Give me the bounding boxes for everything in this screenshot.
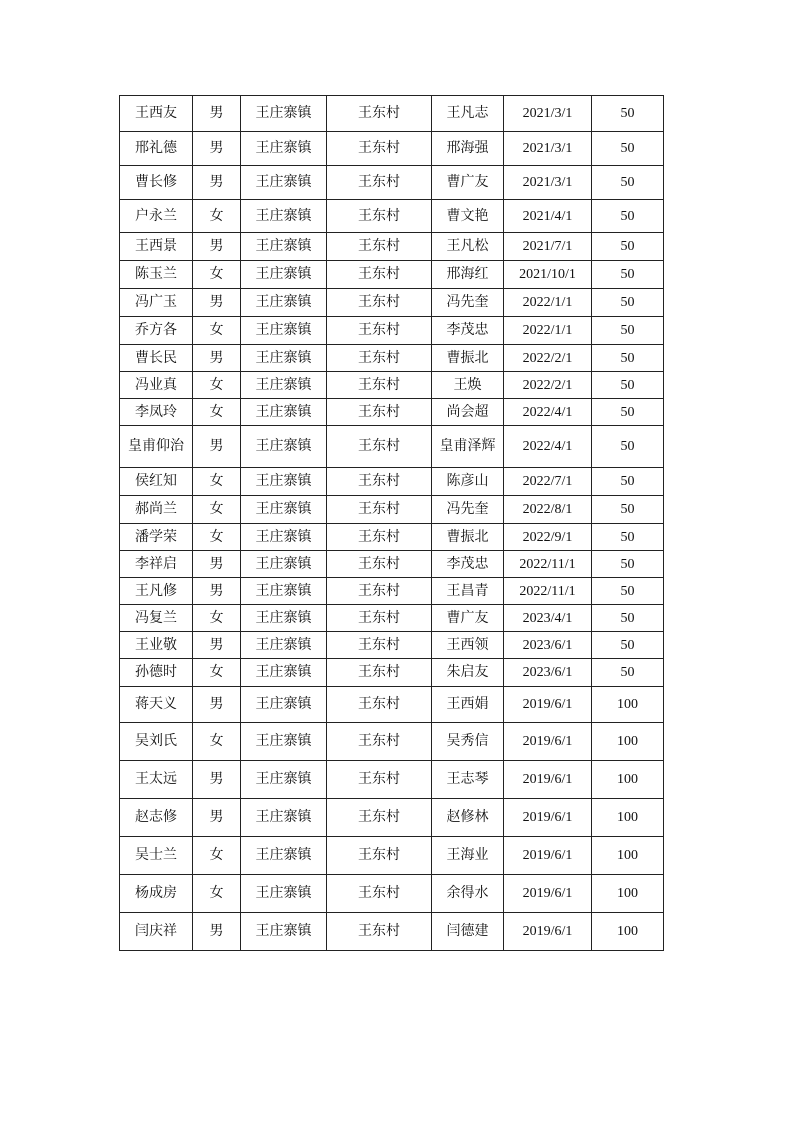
date-cell: 2022/2/1 (504, 345, 592, 372)
gender-cell: 女 (193, 605, 241, 632)
town-cell: 王庄寨镇 (241, 496, 327, 524)
applicant-cell: 冯先奎 (432, 289, 504, 317)
village-cell: 王东村 (327, 289, 432, 317)
person-name-cell: 李凤玲 (120, 399, 193, 426)
table-row (120, 132, 664, 166)
town-cell: 王庄寨镇 (241, 261, 327, 289)
gender-cell: 女 (193, 261, 241, 289)
person-name-cell: 王凡修 (120, 578, 193, 605)
table-row (120, 875, 664, 913)
amount-cell: 50 (592, 132, 664, 166)
date-cell: 2021/3/1 (504, 96, 592, 132)
date-cell: 2022/1/1 (504, 317, 592, 345)
gender-cell: 男 (193, 166, 241, 200)
applicant-cell: 邢海强 (432, 132, 504, 166)
town-cell: 王庄寨镇 (241, 799, 327, 837)
amount-cell: 50 (592, 426, 664, 468)
date-cell: 2019/6/1 (504, 837, 592, 875)
date-cell: 2019/6/1 (504, 799, 592, 837)
person-name-cell: 户永兰 (120, 200, 193, 233)
person-name-cell: 曹长修 (120, 166, 193, 200)
person-name-cell: 冯复兰 (120, 605, 193, 632)
amount-cell: 50 (592, 96, 664, 132)
table-row (120, 687, 664, 723)
date-cell: 2022/9/1 (504, 524, 592, 551)
gender-cell: 男 (193, 96, 241, 132)
person-name-cell: 闫庆祥 (120, 913, 193, 951)
roster-table (119, 95, 664, 951)
gender-cell: 女 (193, 723, 241, 761)
table-row (120, 317, 664, 345)
person-name-cell: 李祥启 (120, 551, 193, 578)
table-row (120, 496, 664, 524)
village-cell: 王东村 (327, 426, 432, 468)
applicant-cell: 李茂忠 (432, 317, 504, 345)
amount-cell: 50 (592, 166, 664, 200)
person-name-cell: 侯红知 (120, 468, 193, 496)
amount-cell: 50 (592, 605, 664, 632)
date-cell: 2023/6/1 (504, 632, 592, 659)
gender-cell: 女 (193, 524, 241, 551)
applicant-cell: 王志琴 (432, 761, 504, 799)
applicant-cell: 朱启友 (432, 659, 504, 687)
village-cell: 王东村 (327, 132, 432, 166)
date-cell: 2019/6/1 (504, 723, 592, 761)
village-cell: 王东村 (327, 345, 432, 372)
table-row (120, 468, 664, 496)
person-name-cell: 乔方各 (120, 317, 193, 345)
table-row (120, 261, 664, 289)
applicant-cell: 李茂忠 (432, 551, 504, 578)
village-cell: 王东村 (327, 723, 432, 761)
gender-cell: 男 (193, 426, 241, 468)
applicant-cell: 王凡志 (432, 96, 504, 132)
amount-cell: 50 (592, 551, 664, 578)
person-name-cell: 曹长民 (120, 345, 193, 372)
date-cell: 2022/2/1 (504, 372, 592, 399)
gender-cell: 男 (193, 578, 241, 605)
gender-cell: 男 (193, 289, 241, 317)
applicant-cell: 余得水 (432, 875, 504, 913)
town-cell: 王庄寨镇 (241, 289, 327, 317)
person-name-cell: 吴刘氏 (120, 723, 193, 761)
table-row (120, 345, 664, 372)
table-row (120, 399, 664, 426)
date-cell: 2022/7/1 (504, 468, 592, 496)
town-cell: 王庄寨镇 (241, 578, 327, 605)
village-cell: 王东村 (327, 468, 432, 496)
person-name-cell: 王业敬 (120, 632, 193, 659)
date-cell: 2022/1/1 (504, 289, 592, 317)
village-cell: 王东村 (327, 317, 432, 345)
amount-cell: 100 (592, 875, 664, 913)
town-cell: 王庄寨镇 (241, 913, 327, 951)
applicant-cell: 闫德建 (432, 913, 504, 951)
town-cell: 王庄寨镇 (241, 468, 327, 496)
gender-cell: 男 (193, 345, 241, 372)
applicant-cell: 吴秀信 (432, 723, 504, 761)
gender-cell: 女 (193, 496, 241, 524)
table-row (120, 913, 664, 951)
town-cell: 王庄寨镇 (241, 372, 327, 399)
applicant-cell: 王焕 (432, 372, 504, 399)
date-cell: 2021/10/1 (504, 261, 592, 289)
table-row (120, 200, 664, 233)
date-cell: 2022/8/1 (504, 496, 592, 524)
village-cell: 王东村 (327, 632, 432, 659)
village-cell: 王东村 (327, 687, 432, 723)
date-cell: 2021/4/1 (504, 200, 592, 233)
date-cell: 2019/6/1 (504, 913, 592, 951)
village-cell: 王东村 (327, 837, 432, 875)
amount-cell: 100 (592, 687, 664, 723)
amount-cell: 100 (592, 799, 664, 837)
amount-cell: 50 (592, 200, 664, 233)
gender-cell: 女 (193, 399, 241, 426)
town-cell: 王庄寨镇 (241, 875, 327, 913)
village-cell: 王东村 (327, 200, 432, 233)
gender-cell: 女 (193, 372, 241, 399)
person-name-cell: 孙德时 (120, 659, 193, 687)
table-row (120, 605, 664, 632)
person-name-cell: 皇甫仰治 (120, 426, 193, 468)
person-name-cell: 王西友 (120, 96, 193, 132)
date-cell: 2023/4/1 (504, 605, 592, 632)
amount-cell: 100 (592, 913, 664, 951)
town-cell: 王庄寨镇 (241, 632, 327, 659)
table-row (120, 551, 664, 578)
village-cell: 王东村 (327, 399, 432, 426)
town-cell: 王庄寨镇 (241, 317, 327, 345)
amount-cell: 50 (592, 496, 664, 524)
village-cell: 王东村 (327, 605, 432, 632)
village-cell: 王东村 (327, 166, 432, 200)
date-cell: 2021/3/1 (504, 132, 592, 166)
person-name-cell: 吴士兰 (120, 837, 193, 875)
town-cell: 王庄寨镇 (241, 200, 327, 233)
applicant-cell: 曹广友 (432, 605, 504, 632)
date-cell: 2022/4/1 (504, 426, 592, 468)
town-cell: 王庄寨镇 (241, 761, 327, 799)
village-cell: 王东村 (327, 524, 432, 551)
date-cell: 2021/3/1 (504, 166, 592, 200)
village-cell: 王东村 (327, 913, 432, 951)
village-cell: 王东村 (327, 261, 432, 289)
village-cell: 王东村 (327, 551, 432, 578)
gender-cell: 女 (193, 200, 241, 233)
amount-cell: 50 (592, 578, 664, 605)
applicant-cell: 王西领 (432, 632, 504, 659)
date-cell: 2021/7/1 (504, 233, 592, 261)
person-name-cell: 杨成房 (120, 875, 193, 913)
town-cell: 王庄寨镇 (241, 551, 327, 578)
village-cell: 王东村 (327, 96, 432, 132)
amount-cell: 50 (592, 524, 664, 551)
date-cell: 2022/11/1 (504, 551, 592, 578)
table-row (120, 166, 664, 200)
amount-cell: 50 (592, 233, 664, 261)
applicant-cell: 王凡松 (432, 233, 504, 261)
gender-cell: 男 (193, 233, 241, 261)
table-row (120, 761, 664, 799)
village-cell: 王东村 (327, 761, 432, 799)
amount-cell: 50 (592, 632, 664, 659)
gender-cell: 男 (193, 799, 241, 837)
person-name-cell: 陈玉兰 (120, 261, 193, 289)
town-cell: 王庄寨镇 (241, 605, 327, 632)
applicant-cell: 邢海红 (432, 261, 504, 289)
amount-cell: 50 (592, 372, 664, 399)
table-row (120, 837, 664, 875)
table-row (120, 524, 664, 551)
town-cell: 王庄寨镇 (241, 166, 327, 200)
person-name-cell: 潘学荣 (120, 524, 193, 551)
gender-cell: 女 (193, 317, 241, 345)
person-name-cell: 王西景 (120, 233, 193, 261)
amount-cell: 50 (592, 468, 664, 496)
town-cell: 王庄寨镇 (241, 132, 327, 166)
gender-cell: 男 (193, 632, 241, 659)
table-row (120, 659, 664, 687)
town-cell: 王庄寨镇 (241, 96, 327, 132)
applicant-cell: 冯先奎 (432, 496, 504, 524)
village-cell: 王东村 (327, 233, 432, 261)
applicant-cell: 王西娟 (432, 687, 504, 723)
applicant-cell: 尚会超 (432, 399, 504, 426)
town-cell: 王庄寨镇 (241, 687, 327, 723)
table-row (120, 799, 664, 837)
roster-body (120, 96, 664, 951)
amount-cell: 50 (592, 659, 664, 687)
gender-cell: 男 (193, 687, 241, 723)
village-cell: 王东村 (327, 659, 432, 687)
gender-cell: 男 (193, 551, 241, 578)
town-cell: 王庄寨镇 (241, 837, 327, 875)
amount-cell: 100 (592, 761, 664, 799)
date-cell: 2019/6/1 (504, 687, 592, 723)
gender-cell: 女 (193, 468, 241, 496)
date-cell: 2022/4/1 (504, 399, 592, 426)
village-cell: 王东村 (327, 799, 432, 837)
amount-cell: 50 (592, 317, 664, 345)
applicant-cell: 曹广友 (432, 166, 504, 200)
table-row (120, 372, 664, 399)
person-name-cell: 冯业真 (120, 372, 193, 399)
person-name-cell: 邢礼德 (120, 132, 193, 166)
table-row (120, 632, 664, 659)
village-cell: 王东村 (327, 875, 432, 913)
applicant-cell: 陈彦山 (432, 468, 504, 496)
village-cell: 王东村 (327, 578, 432, 605)
amount-cell: 100 (592, 723, 664, 761)
person-name-cell: 赵志修 (120, 799, 193, 837)
village-cell: 王东村 (327, 496, 432, 524)
applicant-cell: 皇甫泽辉 (432, 426, 504, 468)
gender-cell: 女 (193, 875, 241, 913)
gender-cell: 女 (193, 837, 241, 875)
amount-cell: 50 (592, 261, 664, 289)
applicant-cell: 曹振北 (432, 345, 504, 372)
town-cell: 王庄寨镇 (241, 345, 327, 372)
table-row (120, 723, 664, 761)
gender-cell: 男 (193, 132, 241, 166)
applicant-cell: 王昌青 (432, 578, 504, 605)
table-row (120, 426, 664, 468)
amount-cell: 50 (592, 399, 664, 426)
amount-cell: 100 (592, 837, 664, 875)
applicant-cell: 曹文艳 (432, 200, 504, 233)
table-row (120, 96, 664, 132)
village-cell: 王东村 (327, 372, 432, 399)
table-row (120, 233, 664, 261)
town-cell: 王庄寨镇 (241, 426, 327, 468)
town-cell: 王庄寨镇 (241, 659, 327, 687)
amount-cell: 50 (592, 289, 664, 317)
town-cell: 王庄寨镇 (241, 723, 327, 761)
date-cell: 2023/6/1 (504, 659, 592, 687)
date-cell: 2022/11/1 (504, 578, 592, 605)
table-row (120, 578, 664, 605)
person-name-cell: 王太远 (120, 761, 193, 799)
date-cell: 2019/6/1 (504, 875, 592, 913)
person-name-cell: 冯广玉 (120, 289, 193, 317)
person-name-cell: 郝尚兰 (120, 496, 193, 524)
applicant-cell: 王海业 (432, 837, 504, 875)
date-cell: 2019/6/1 (504, 761, 592, 799)
person-name-cell: 蒋天义 (120, 687, 193, 723)
town-cell: 王庄寨镇 (241, 399, 327, 426)
gender-cell: 女 (193, 659, 241, 687)
applicant-cell: 赵修林 (432, 799, 504, 837)
gender-cell: 男 (193, 913, 241, 951)
amount-cell: 50 (592, 345, 664, 372)
table-row (120, 289, 664, 317)
applicant-cell: 曹振北 (432, 524, 504, 551)
town-cell: 王庄寨镇 (241, 524, 327, 551)
town-cell: 王庄寨镇 (241, 233, 327, 261)
gender-cell: 男 (193, 761, 241, 799)
